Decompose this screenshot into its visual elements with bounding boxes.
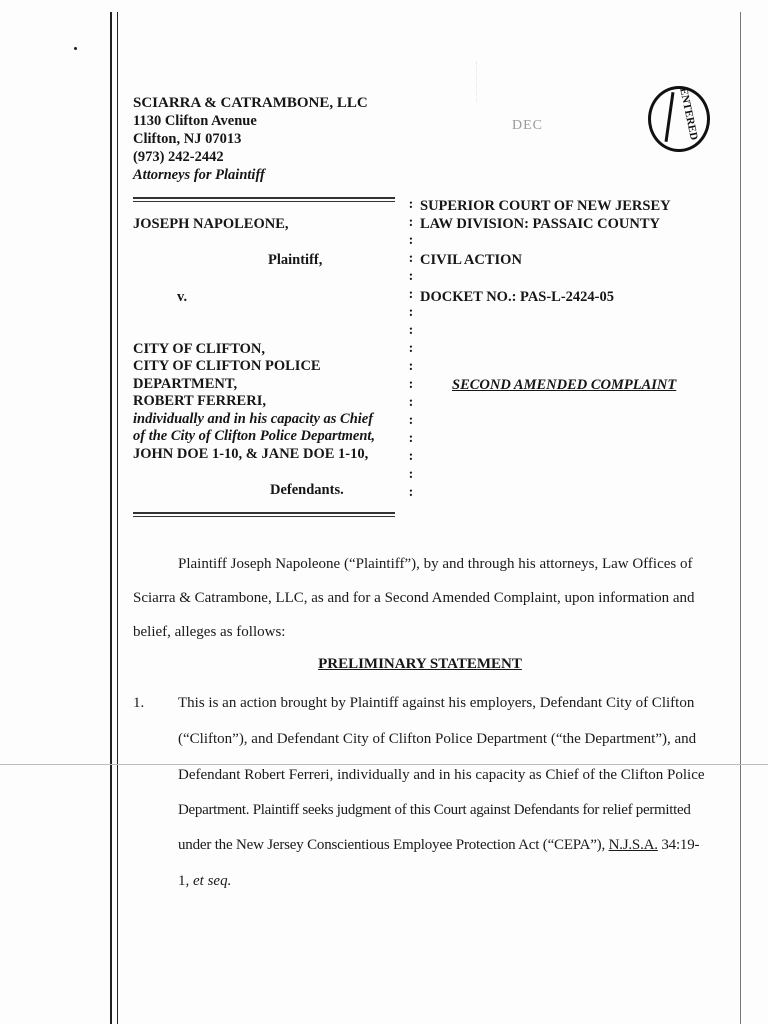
firm-block (133, 94, 368, 184)
caption-colon: : (408, 287, 414, 302)
intro-line: belief, alleges as follows: (133, 624, 286, 640)
caption-colon: : (408, 449, 414, 464)
firm-phone: (973) 242-2442 (133, 149, 224, 165)
caption-colon: : (408, 485, 414, 500)
paragraph-line: (“Clifton”), and Defendant City of Clifton Police Department (“the Department”), and (178, 731, 697, 747)
firm-address-1: 1130 Clifton Avenue (133, 113, 257, 129)
paragraph-line: This is an action brought by Plaintiff against his employers, Defendant City of Clifton (178, 695, 695, 711)
caption-colon: : (408, 233, 414, 248)
docket-number: DOCKET NO.: PAS-L-2424-05 (420, 289, 615, 305)
paragraph-line: Department. Plaintiff seeks judgment of this Court against Defendants for relief permitted (178, 802, 691, 818)
et-seq: et seq. (193, 873, 232, 889)
caption-colon: : (408, 251, 414, 266)
paragraph-number: 1. (133, 695, 145, 711)
left-margin-line-inner (117, 12, 118, 1024)
caption-rule-bottom (133, 512, 395, 514)
right-margin-line (740, 12, 741, 1024)
caption-colon: : (408, 431, 414, 446)
caption-rule-top-2 (133, 201, 395, 202)
intro-line: Plaintiff Joseph Napoleone (“Plaintiff”), by and through his attorneys, Law Offices of (178, 556, 693, 572)
statute-citation: N.J.S.A. (608, 837, 658, 853)
entered-stamp: ENTERED (677, 86, 700, 142)
defendant-line: DEPARTMENT, (133, 376, 238, 392)
section-heading: PRELIMINARY STATEMENT (318, 656, 522, 672)
defendant-line: ROBERT FERRERI, (133, 393, 266, 409)
firm-name: SCIARRA & CATRAMBONE, LLC (133, 95, 368, 111)
capacity-line: individually and in his capacity as Chief (133, 411, 374, 427)
caption-colon: : (408, 269, 414, 284)
caption-rule-top (133, 197, 395, 199)
firm-role: Attorneys for Plaintiff (133, 167, 265, 183)
caption-colon: : (408, 341, 414, 356)
plaintiff-name: JOSEPH NAPOLEONE, (133, 216, 289, 232)
caption-colon: : (408, 323, 414, 338)
firm-address-2: Clifton, NJ 07013 (133, 131, 242, 147)
faint-filed-stamp (476, 62, 541, 102)
civil-action-label: CIVIL ACTION (420, 252, 522, 268)
defendants-label: Defendants. (270, 482, 344, 498)
speck-dot (74, 47, 77, 50)
document-title: SECOND AMENDED COMPLAINT (452, 377, 677, 393)
paragraph-line: Defendant Robert Ferreri, individually and in his capacity as Chief of the Clifton Police (178, 767, 705, 783)
paragraph-line-statute (178, 828, 699, 862)
capacity-line: of the City of Clifton Police Department, (133, 428, 376, 444)
intro-line: Sciarra & Catrambone, LLC, as and for a Second Amended Complaint, upon information and (133, 590, 695, 606)
caption-colon: : (408, 413, 414, 428)
statute-text: under the New Jersey Conscientious Employee Protection Act (“CEPA”), (178, 837, 609, 853)
versus-label: v. (177, 289, 188, 305)
left-margin-line (110, 12, 112, 1024)
statute-section-cont: 1, (178, 873, 193, 889)
caption-colon: : (408, 305, 414, 320)
caption-rule-bottom-2 (133, 516, 395, 517)
plaintiff-label: Plaintiff, (268, 252, 323, 268)
court-name: SUPERIOR COURT OF NEW JERSEY (420, 198, 671, 214)
caption-colon: : (408, 377, 414, 392)
caption-colon: : (408, 197, 414, 212)
caption-colon: : (408, 395, 414, 410)
defendant-line: CITY OF CLIFTON POLICE (133, 358, 321, 374)
caption-colon: : (408, 359, 414, 374)
paragraph-line-final (178, 864, 231, 898)
court-division: LAW DIVISION: PASSAIC COUNTY (420, 216, 660, 232)
caption-colon: : (408, 215, 414, 230)
doe-line: JOHN DOE 1-10, & JANE DOE 1-10, (133, 446, 369, 462)
defendant-line: CITY OF CLIFTON, (133, 341, 265, 357)
caption-colon: : (408, 467, 414, 482)
faint-date-stamp: DEC (512, 118, 543, 133)
statute-section: 34:19- (657, 837, 700, 853)
